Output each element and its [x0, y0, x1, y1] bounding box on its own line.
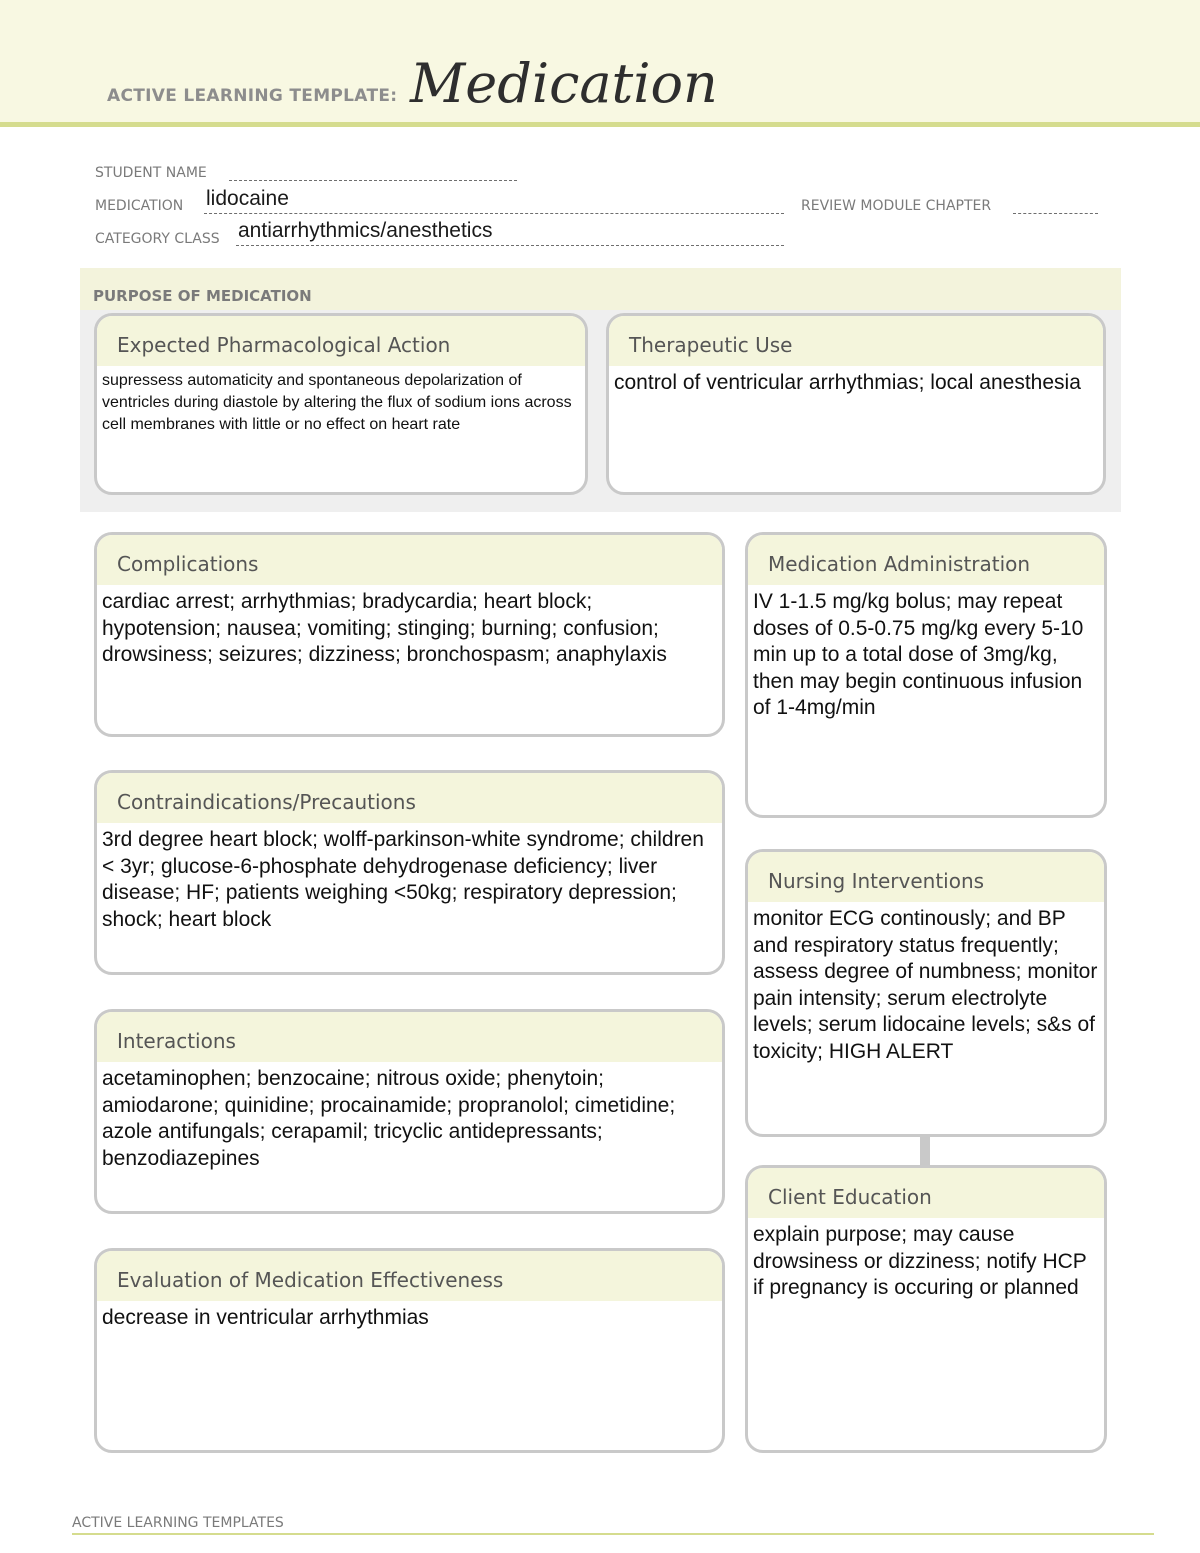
- client-education-heading: Client Education: [748, 1168, 1104, 1218]
- expected-action-box: [94, 313, 588, 495]
- complications-box: [94, 532, 725, 737]
- nursing-heading: Nursing Interventions: [748, 852, 1104, 902]
- administration-heading: Medication Administration: [748, 535, 1104, 585]
- therapeutic-use-text[interactable]: control of ventricular arrhythmias; local anesthesia: [614, 371, 1081, 394]
- therapeutic-use-box: [606, 313, 1106, 495]
- connector-bar: [920, 1136, 930, 1166]
- student-name-field[interactable]: [229, 180, 517, 181]
- contraindications-box: [94, 770, 725, 975]
- client-education-text[interactable]: explain purpose; may cause drowsiness or dizziness; notify HCP if pregnancy is occuring or planned: [753, 1223, 1087, 1299]
- purpose-title: PURPOSE OF MEDICATION: [93, 287, 312, 305]
- nursing-text[interactable]: monitor ECG continously; and BP and respiratory status frequently; assess degree of numbness; monitor pain intensity; serum electrolyte levels; serum lidocaine levels; s&s of toxicity; HIGH ALERT: [753, 907, 1098, 1063]
- footer-rule: [72, 1533, 1154, 1535]
- nursing-box: [745, 849, 1107, 1137]
- administration-box: [745, 532, 1107, 818]
- category-class-field-line: [236, 245, 784, 246]
- expected-action-text[interactable]: supressess automaticity and spontaneous depolarization of ventricles during diastole by altering the flux of sodium ions across cell membranes with little or no effect on heart rate: [102, 372, 572, 433]
- evaluation-heading: Evaluation of Medication Effectiveness: [97, 1251, 722, 1301]
- interactions-heading: Interactions: [97, 1012, 722, 1062]
- student-name-label: STUDENT NAME: [95, 165, 207, 181]
- category-class-label: CATEGORY CLASS: [95, 231, 220, 247]
- review-module-field[interactable]: [1013, 213, 1098, 214]
- page-title: Medication: [410, 52, 718, 115]
- review-module-label: REVIEW MODULE CHAPTER: [801, 198, 992, 214]
- administration-text[interactable]: IV 1-1.5 mg/kg bolus; may repeat doses of 0.5-0.75 mg/kg every 5-10 min up to a total dose of 3mg/kg, then may begin continuous infusion of 1-4mg/min: [753, 590, 1084, 719]
- interactions-box: [94, 1009, 725, 1214]
- template-label: ACTIVE LEARNING TEMPLATE:: [107, 86, 398, 106]
- complications-heading: Complications: [97, 535, 722, 585]
- therapeutic-use-heading: Therapeutic Use: [609, 316, 1103, 366]
- evaluation-box: [94, 1248, 725, 1453]
- header-rule: [0, 122, 1200, 127]
- medication-field-line: [204, 213, 784, 214]
- footer-label: ACTIVE LEARNING TEMPLATES: [72, 1515, 284, 1531]
- complications-text[interactable]: cardiac arrest; arrhythmias; bradycardia; heart block; hypotension; nausea; vomiting; stinging; burning; confusion; drowsiness; seizures; dizziness; bronchospasm; anaphylaxis: [102, 590, 667, 666]
- contraindications-heading: Contraindications/Precautions: [97, 773, 722, 823]
- contraindications-text[interactable]: 3rd degree heart block; wolff-parkinson-white syndrome; children < 3yr; glucose-6-phosphate dehydrogenase deficiency; liver disease; HF; patients weighing <50kg; respiratory depression; shock; heart block: [102, 828, 704, 931]
- interactions-text[interactable]: acetaminophen; benzocaine; nitrous oxide; phenytoin; amiodarone; quinidine; procainamide; propranolol; cimetidine; azole antifungals; cerapamil; tricyclic antidepressants; benzodiazepines: [102, 1067, 676, 1170]
- client-education-box: [745, 1165, 1107, 1453]
- category-class-field[interactable]: antiarrhythmics/anesthetics: [238, 219, 493, 242]
- medication-field[interactable]: lidocaine: [206, 187, 289, 210]
- expected-action-heading: Expected Pharmacological Action: [97, 316, 585, 366]
- evaluation-text[interactable]: decrease in ventricular arrhythmias: [102, 1306, 429, 1329]
- medication-label: MEDICATION: [95, 198, 184, 214]
